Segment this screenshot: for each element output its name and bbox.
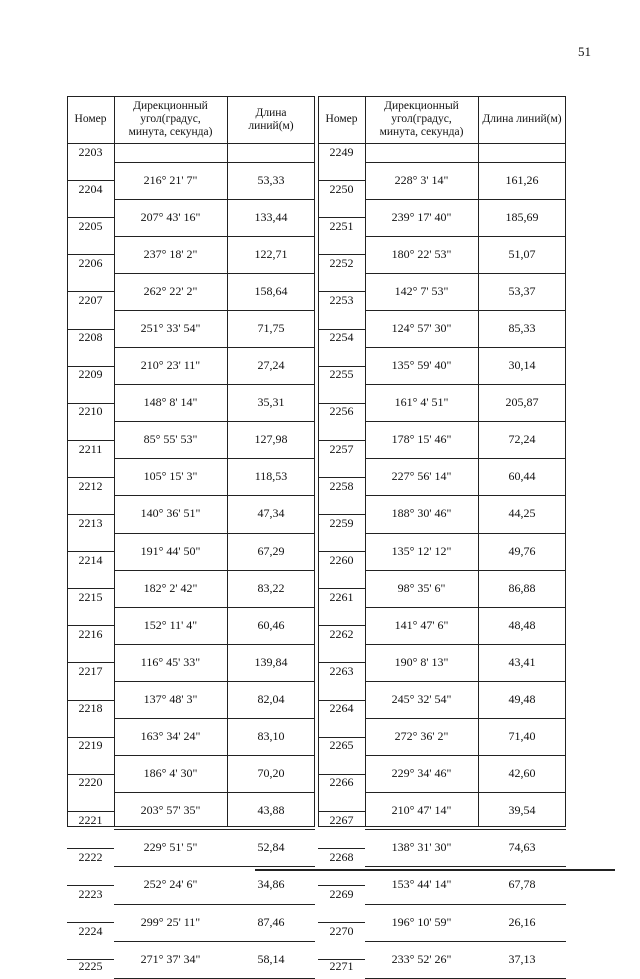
point-number-2218: 2218	[78, 701, 103, 716]
line-length: 83,10	[257, 729, 285, 744]
line-length: 49,48	[508, 691, 536, 706]
value-row-divider	[114, 941, 315, 942]
point-number-2207: 2207	[78, 293, 103, 308]
number-row-divider	[318, 662, 365, 663]
point-number-2206: 2206	[78, 256, 103, 271]
number-row-divider	[318, 440, 365, 441]
value-row-divider	[365, 644, 566, 645]
direction-angle: 163° 34' 24"	[140, 729, 201, 744]
number-row-divider	[318, 848, 365, 849]
value-row-divider	[114, 495, 315, 496]
number-row-divider	[67, 403, 114, 404]
header-length-line: Длина	[255, 106, 287, 119]
point-number-2262: 2262	[329, 627, 354, 642]
value-row-divider	[114, 310, 315, 311]
direction-angle: 245° 32' 54"	[391, 691, 452, 706]
header-angle-line: угол(градус,	[391, 113, 452, 125]
value-row-divider	[365, 495, 566, 496]
direction-angle: 153° 44' 14"	[391, 877, 452, 892]
number-row-divider	[67, 366, 114, 367]
point-number-2271: 2271	[329, 959, 354, 974]
number-row-divider	[67, 848, 114, 849]
point-number-2255: 2255	[329, 367, 354, 382]
point-number-2209: 2209	[78, 367, 103, 382]
point-number-2269: 2269	[329, 886, 354, 901]
value-row-divider	[114, 347, 315, 348]
header-length-line: Длина линий(м)	[482, 113, 562, 125]
point-number-2263: 2263	[329, 664, 354, 679]
number-row-divider	[318, 403, 365, 404]
line-length: 118,53	[254, 469, 288, 484]
line-length: 27,24	[257, 358, 285, 373]
point-number-2203: 2203	[78, 144, 103, 159]
line-length: 161,26	[505, 172, 539, 187]
line-length: 71,40	[508, 729, 536, 744]
line-length: 58,14	[257, 951, 285, 966]
header-angle-line: Дирекционный	[384, 100, 459, 112]
line-length: 47,34	[257, 506, 285, 521]
point-number-2251: 2251	[329, 218, 354, 233]
direction-angle: 239° 17' 40"	[391, 209, 452, 224]
line-length: 49,76	[508, 543, 536, 558]
direction-angle: 229° 51' 5"	[143, 840, 198, 855]
coordinates-table-right	[318, 96, 566, 974]
line-length: 139,84	[254, 654, 288, 669]
line-length: 85,33	[508, 320, 536, 335]
page-number: 51	[578, 44, 591, 59]
point-number-2256: 2256	[329, 404, 354, 419]
point-number-2205: 2205	[78, 218, 103, 233]
point-number-2257: 2257	[329, 441, 354, 456]
number-row-divider	[67, 737, 114, 738]
header-number: Номер	[74, 113, 107, 125]
line-length: 67,78	[508, 877, 536, 892]
point-number-2249: 2249	[329, 144, 354, 159]
number-row-divider	[67, 662, 114, 663]
direction-angle: 142° 7' 53"	[394, 283, 449, 298]
number-row-divider	[318, 737, 365, 738]
direction-angle: 216° 21' 7"	[143, 172, 198, 187]
direction-angle: 124° 57' 30"	[391, 320, 452, 335]
header-angle-line: минута, секунда)	[128, 126, 213, 138]
point-number-2270: 2270	[329, 923, 354, 938]
point-number-2214: 2214	[78, 552, 103, 567]
value-row-divider	[365, 458, 566, 459]
point-number-2217: 2217	[78, 664, 103, 679]
number-row-divider	[67, 440, 114, 441]
point-number-2215: 2215	[78, 589, 103, 604]
number-row-divider	[318, 180, 365, 181]
direction-angle: 141° 47' 6"	[394, 617, 449, 632]
number-row-divider	[318, 551, 365, 552]
value-row-divider	[114, 421, 315, 422]
number-row-divider	[318, 774, 365, 775]
value-row-divider	[114, 681, 315, 682]
direction-angle: 237° 18' 2"	[143, 246, 198, 261]
value-row-divider	[114, 904, 315, 905]
line-length: 43,41	[508, 654, 536, 669]
number-row-divider	[318, 477, 365, 478]
number-row-divider	[67, 180, 114, 181]
number-row-divider	[67, 625, 114, 626]
value-row-divider	[114, 162, 315, 163]
number-row-divider	[318, 625, 365, 626]
number-row-divider	[67, 254, 114, 255]
point-number-2258: 2258	[329, 478, 354, 493]
line-length: 60,46	[257, 617, 285, 632]
line-length: 87,46	[257, 914, 285, 929]
value-row-divider	[365, 607, 566, 608]
number-row-divider	[318, 885, 365, 886]
value-row-divider	[365, 681, 566, 682]
number-row-divider	[67, 700, 114, 701]
point-number-2210: 2210	[78, 404, 103, 419]
direction-angle: 262° 22' 2"	[143, 283, 198, 298]
direction-angle: 190° 8' 13"	[394, 654, 449, 669]
direction-angle: 152° 11' 4"	[143, 617, 198, 632]
direction-angle: 116° 45' 33"	[140, 654, 201, 669]
point-number-2250: 2250	[329, 181, 354, 196]
number-row-divider	[67, 774, 114, 775]
point-number-2259: 2259	[329, 515, 354, 530]
number-row-divider	[67, 588, 114, 589]
number-row-divider	[318, 291, 365, 292]
direction-angle: 138° 31' 30"	[391, 840, 452, 855]
direction-angle: 252° 24' 6"	[143, 877, 198, 892]
direction-angle: 207° 43' 16"	[140, 209, 201, 224]
number-row-divider	[67, 885, 114, 886]
point-number-2254: 2254	[329, 330, 354, 345]
direction-angle: 178° 15' 46"	[391, 432, 452, 447]
header-line-length	[478, 96, 566, 143]
point-number-2268: 2268	[329, 849, 354, 864]
line-length: 35,31	[257, 395, 285, 410]
line-length: 42,60	[508, 766, 536, 781]
coordinates-table-left	[67, 96, 315, 974]
number-row-divider	[67, 922, 114, 923]
value-row-divider	[365, 421, 566, 422]
direction-angle: 135° 59' 40"	[391, 358, 452, 373]
header-number: Номер	[325, 113, 358, 125]
direction-angle: 271° 37' 34"	[140, 951, 201, 966]
line-length: 43,88	[257, 803, 285, 818]
number-row-divider	[67, 959, 114, 960]
number-row-divider	[318, 514, 365, 515]
point-number-2224: 2224	[78, 923, 103, 938]
value-row-divider	[365, 199, 566, 200]
number-row-divider	[67, 291, 114, 292]
header-direction-angle	[365, 96, 478, 143]
value-row-divider	[114, 199, 315, 200]
direction-angle: 210° 23' 11"	[140, 358, 201, 373]
point-number-2266: 2266	[329, 775, 354, 790]
header-angle-line: Дирекционный	[133, 100, 208, 112]
direction-angle: 182° 2' 42"	[143, 580, 198, 595]
number-row-divider	[318, 959, 365, 960]
direction-angle: 251° 33' 54"	[140, 320, 201, 335]
direction-angle: 210° 47' 14"	[391, 803, 452, 818]
line-length: 82,04	[257, 691, 285, 706]
value-row-divider	[365, 904, 566, 905]
line-length: 39,54	[508, 803, 536, 818]
point-number-2221: 2221	[78, 812, 103, 827]
point-number-2216: 2216	[78, 627, 103, 642]
line-length: 158,64	[254, 283, 288, 298]
value-row-divider	[365, 570, 566, 571]
value-row-divider	[114, 718, 315, 719]
direction-angle: 299° 25' 11"	[140, 914, 201, 929]
direction-angle: 191° 44' 50"	[140, 543, 201, 558]
value-row-divider	[365, 829, 566, 830]
line-length: 30,14	[508, 358, 536, 373]
point-number-2265: 2265	[329, 738, 354, 753]
value-row-divider	[365, 384, 566, 385]
direction-angle: 229° 34' 46"	[391, 766, 452, 781]
number-row-divider	[67, 217, 114, 218]
line-length: 51,07	[508, 246, 536, 261]
direction-angle: 85° 55' 53"	[143, 432, 198, 447]
header-length-line: линий(м)	[248, 119, 294, 132]
line-length: 127,98	[254, 432, 288, 447]
header-line-length	[227, 96, 315, 143]
number-row-divider	[318, 922, 365, 923]
number-row-divider	[67, 514, 114, 515]
direction-angle: 233° 52' 26"	[391, 951, 452, 966]
line-length: 34,86	[257, 877, 285, 892]
line-length: 37,13	[508, 951, 536, 966]
line-length: 74,63	[508, 840, 536, 855]
line-length: 48,48	[508, 617, 536, 632]
number-row-divider	[67, 811, 114, 812]
number-row-divider	[318, 254, 365, 255]
direction-angle: 140° 36' 51"	[140, 506, 201, 521]
value-row-divider	[114, 792, 315, 793]
number-row-divider	[67, 329, 114, 330]
direction-angle: 272° 36' 2"	[394, 729, 449, 744]
line-length: 83,22	[257, 580, 285, 595]
line-length: 53,33	[257, 172, 285, 187]
line-length: 60,44	[508, 469, 536, 484]
value-row-divider	[365, 792, 566, 793]
point-number-2260: 2260	[329, 552, 354, 567]
number-row-divider	[318, 700, 365, 701]
value-row-divider	[114, 384, 315, 385]
value-row-divider	[114, 755, 315, 756]
direction-angle: 227° 56' 14"	[391, 469, 452, 484]
direction-angle: 148° 8' 14"	[143, 395, 198, 410]
point-number-2264: 2264	[329, 701, 354, 716]
number-row-divider	[318, 366, 365, 367]
direction-angle: 203° 57' 35"	[140, 803, 201, 818]
line-length: 44,25	[508, 506, 536, 521]
value-row-divider	[365, 310, 566, 311]
value-row-divider	[114, 533, 315, 534]
point-number-2223: 2223	[78, 886, 103, 901]
line-length: 86,88	[508, 580, 536, 595]
number-row-divider	[67, 551, 114, 552]
point-number-2204: 2204	[78, 181, 103, 196]
line-length: 52,84	[257, 840, 285, 855]
direction-angle: 180° 22' 53"	[391, 246, 452, 261]
value-row-divider	[114, 829, 315, 830]
number-row-divider	[318, 811, 365, 812]
value-row-divider	[114, 458, 315, 459]
line-length: 205,87	[505, 395, 539, 410]
value-row-divider	[365, 273, 566, 274]
number-row-divider	[67, 477, 114, 478]
direction-angle: 137° 48' 3"	[143, 691, 198, 706]
line-length: 70,20	[257, 766, 285, 781]
line-length: 71,75	[257, 320, 285, 335]
header-angle-line: угол(градус,	[140, 113, 201, 125]
direction-angle: 98° 35' 6"	[397, 580, 446, 595]
point-number-2208: 2208	[78, 330, 103, 345]
line-length: 67,29	[257, 543, 285, 558]
value-row-divider	[365, 941, 566, 942]
point-number-2220: 2220	[78, 775, 103, 790]
point-number-2219: 2219	[78, 738, 103, 753]
number-row-divider	[318, 329, 365, 330]
direction-angle: 228° 3' 14"	[394, 172, 449, 187]
point-number-2261: 2261	[329, 589, 354, 604]
direction-angle: 135° 12' 12"	[391, 543, 452, 558]
line-length: 53,37	[508, 283, 536, 298]
line-length: 185,69	[505, 209, 539, 224]
header-direction-angle	[114, 96, 227, 143]
point-number-2213: 2213	[78, 515, 103, 530]
point-number-2252: 2252	[329, 256, 354, 271]
direction-angle: 105° 15' 3"	[143, 469, 198, 484]
footer-rule	[255, 869, 615, 871]
point-number-2267: 2267	[329, 812, 354, 827]
value-row-divider	[114, 644, 315, 645]
point-number-2222: 2222	[78, 849, 103, 864]
value-row-divider	[114, 570, 315, 571]
value-row-divider	[114, 236, 315, 237]
value-row-divider	[365, 755, 566, 756]
line-length: 26,16	[508, 914, 536, 929]
direction-angle: 161° 4' 51"	[394, 395, 449, 410]
line-length: 72,24	[508, 432, 536, 447]
header-angle-line: минута, секунда)	[379, 126, 464, 138]
point-number-2211: 2211	[78, 441, 103, 456]
direction-angle: 188° 30' 46"	[391, 506, 452, 521]
direction-angle: 186° 4' 30"	[143, 766, 198, 781]
value-row-divider	[365, 162, 566, 163]
value-row-divider	[365, 533, 566, 534]
value-row-divider	[114, 866, 315, 867]
value-row-divider	[114, 273, 315, 274]
point-number-2212: 2212	[78, 478, 103, 493]
point-number-2225: 2225	[78, 959, 103, 974]
number-row-divider	[318, 217, 365, 218]
value-row-divider	[365, 866, 566, 867]
point-number-2253: 2253	[329, 293, 354, 308]
number-row-divider	[318, 588, 365, 589]
value-row-divider	[114, 607, 315, 608]
direction-angle: 196° 10' 59"	[391, 914, 452, 929]
line-length: 122,71	[254, 246, 288, 261]
line-length: 133,44	[254, 209, 288, 224]
value-row-divider	[365, 718, 566, 719]
value-row-divider	[365, 347, 566, 348]
value-row-divider	[365, 236, 566, 237]
